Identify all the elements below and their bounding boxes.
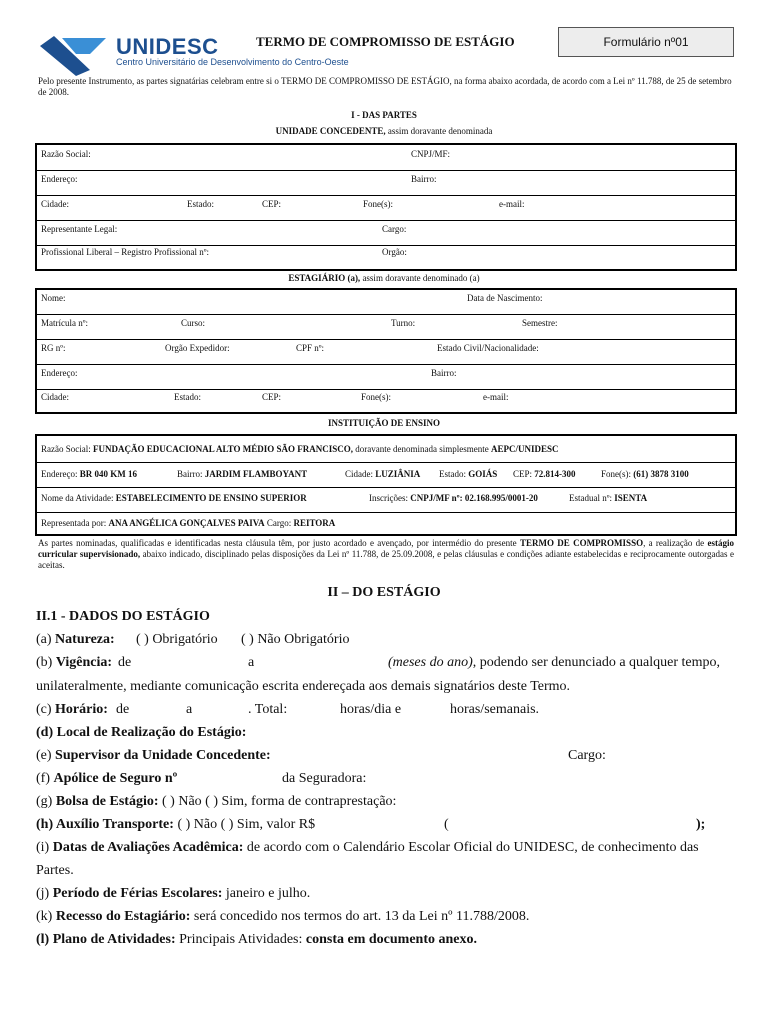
estagiario-fone-label[interactable]: Fone(s): xyxy=(361,392,391,402)
instituicao-cidade: Cidade: LUZIÂNIA xyxy=(345,469,421,479)
estagiario-row-3 xyxy=(37,339,735,365)
logo-subtitle: Centro Universitário de Desenvolvimento do Centro-Oeste xyxy=(116,57,349,67)
form-number-box: Formulário nº01 xyxy=(558,27,734,57)
instituicao-estado: Estado: GOIÁS xyxy=(439,469,498,479)
curso-label[interactable]: Curso: xyxy=(181,318,206,328)
concedente-row-5 xyxy=(37,245,735,269)
turno-label[interactable]: Turno: xyxy=(391,318,416,328)
logo-text: UNIDESC xyxy=(116,34,219,59)
estagiario-cidade-label[interactable]: Cidade: xyxy=(41,392,69,402)
email-label[interactable]: e-mail: xyxy=(499,199,525,209)
cidade-label[interactable]: Cidade: xyxy=(41,199,69,209)
estagiario-bairro-label[interactable]: Bairro: xyxy=(431,368,457,378)
estagiario-email-label[interactable]: e-mail: xyxy=(483,392,509,402)
orgao-label[interactable]: Orgão: xyxy=(382,247,407,257)
nome-label[interactable]: Nome: xyxy=(41,293,66,303)
instituicao-fone: Fone(s): (61) 3878 3100 xyxy=(601,469,689,479)
instituicao-heading: INSTITUIÇÃO DE ENSINO xyxy=(327,418,441,428)
representante-label[interactable]: Representante Legal: xyxy=(41,224,118,234)
fone-label[interactable]: Fone(s): xyxy=(363,199,393,209)
instituicao-bairro: Bairro: JARDIM FLAMBOYANT xyxy=(177,469,308,479)
cnpj-label[interactable]: CNPJ/MF: xyxy=(411,149,451,159)
instituicao-inscricoes: Inscrições: CNPJ/MF nº: 02.168.995/0001-20 xyxy=(369,493,538,503)
concedente-row-3 xyxy=(37,195,735,221)
nao-obrigatorio-checkbox[interactable]: ( ) Não Obrigatório xyxy=(241,632,350,647)
instituicao-row-4 xyxy=(37,512,735,534)
instituicao-box xyxy=(35,434,737,536)
instituicao-estadual: Estadual nº: ISENTA xyxy=(569,493,648,503)
concedente-box xyxy=(35,143,737,271)
clausula-paragraph: As partes nominadas, qualificadas e identificadas nesta cláusula têm, por justo acordado e avençado, por intermédio do presente TERMO DE COMPROMISSO, a realização de estágio curricular supervisionado, abaixo indicado, disciplinado pelas disposições da Lei nº 11.788, de 25.09.2008, e pelas cláusulas e condições adiante estabelecidas e reciprocamente outorgadas e aceitas. xyxy=(38,538,734,570)
instituicao-row-1 xyxy=(37,436,735,463)
estagiario-endereco-label[interactable]: Endereço: xyxy=(41,368,78,378)
estado-label[interactable]: Estado: xyxy=(187,199,214,209)
item-g-bolsa: (g) Bolsa de Estágio: ( ) Não ( ) Sim, forma de contraprestação: xyxy=(36,794,397,809)
item-j-ferias: (j) Período de Férias Escolares: janeiro e julho. xyxy=(36,886,311,901)
item-b-line2: unilateralmente, mediante comunicação escrita endereçada aos demais signatários deste Termo. xyxy=(36,679,571,694)
item-d-local: (d) Local de Realização do Estágio: xyxy=(36,725,247,740)
estagiario-box xyxy=(35,288,737,414)
estagiario-heading: ESTAGIÁRIO (a), assim doravante denominado (a) xyxy=(288,273,480,283)
obrigatorio-checkbox[interactable]: ( ) Obrigatório xyxy=(136,632,218,647)
concedente-heading: UNIDADE CONCEDENTE, assim doravante denominada xyxy=(275,126,493,136)
estagiario-row-2 xyxy=(37,314,735,340)
cpf-label[interactable]: CPF nº: xyxy=(296,343,325,353)
section-estagio-heading: II – DO ESTÁGIO xyxy=(327,585,441,600)
nascimento-label[interactable]: Data de Nascimento: xyxy=(467,293,543,303)
concedente-row-2 xyxy=(37,170,735,196)
instituicao-representante: Representada por: ANA ANGÉLICA GONÇALVES PAIVA Cargo: REITORA xyxy=(41,518,336,528)
estagiario-estado-label[interactable]: Estado: xyxy=(174,392,201,402)
instituicao-atividade: Nome da Atividade: ESTABELECIMENTO DE ENSINO SUPERIOR xyxy=(41,493,307,503)
concedente-row-1 xyxy=(37,145,735,171)
profissional-label[interactable]: Profissional Liberal – Registro Profissional nº: xyxy=(41,247,210,257)
estagiario-row-5 xyxy=(37,389,735,412)
item-i-avaliacoes: (i) Datas de Avaliações Acadêmica: de acordo com o Calendário Escolar Oficial do UNIDESC, de conhecimento das xyxy=(36,840,699,855)
item-b-vigencia: (b) Vigência: de a (meses do ano), podendo ser denunciado a qualquer tempo, xyxy=(36,655,721,670)
estado-civil-label[interactable]: Estado Civil/Nacionalidade: xyxy=(437,343,539,353)
endereco-label[interactable]: Endereço: xyxy=(41,174,78,184)
item-e-supervisor: (e) Supervisor da Unidade Concedente: Cargo: xyxy=(36,748,606,763)
estagiario-row-1 xyxy=(37,290,735,315)
item-l-plano: (l) Plano de Atividades: Principais Atividades: consta em documento anexo. xyxy=(36,932,477,947)
concedente-row-4 xyxy=(37,220,735,246)
rg-label[interactable]: RG nº: xyxy=(41,343,66,353)
orgao-expedidor-label[interactable]: Orgão Expedidor: xyxy=(165,343,230,353)
semestre-label[interactable]: Semestre: xyxy=(522,318,558,328)
instituicao-razao: Razão Social: FUNDAÇÃO EDUCACIONAL ALTO MÉDIO SÃO FRANCISCO, doravante denominada simplesmente AEPC/UNIDESC xyxy=(41,444,559,454)
instituicao-row-3 xyxy=(37,487,735,513)
estagiario-row-4 xyxy=(37,364,735,390)
item-f-apolice: (f) Apólice de Seguro nº da Seguradora: xyxy=(36,771,367,786)
bairro-label[interactable]: Bairro: xyxy=(411,174,437,184)
instituicao-row-2 xyxy=(37,462,735,488)
matricula-label[interactable]: Matrícula nº: xyxy=(41,318,89,328)
item-a-natureza: (a) Natureza: ( ) Obrigatório ( ) Não Obrigatório xyxy=(36,632,350,647)
item-i-line2: Partes. xyxy=(36,863,74,878)
razao-social-label[interactable]: Razão Social: xyxy=(41,149,91,159)
cep-label[interactable]: CEP: xyxy=(262,199,282,209)
item-k-recesso: (k) Recesso do Estagiário: será concedido nos termos do art. 13 da Lei nº 11.788/2008. xyxy=(36,909,530,924)
estagiario-cep-label[interactable]: CEP: xyxy=(262,392,282,402)
intro-paragraph: Pelo presente Instrumento, as partes signatárias celebram entre si o TERMO DE COMPROMISSO DE ESTÁGIO, na forma abaixo acordada, de acordo com a Lei nº 11.788, de 25 de setembro de 2008. xyxy=(38,76,732,97)
instituicao-cep: CEP: 72.814-300 xyxy=(513,469,576,479)
document-title: TERMO DE COMPROMISSO DE ESTÁGIO xyxy=(256,34,515,49)
dados-estagio-subheading: II.1 - DADOS DO ESTÁGIO xyxy=(36,609,210,624)
item-h-auxilio: (h) Auxílio Transporte: ( ) Não ( ) Sim, valor R$ ( ); xyxy=(36,817,706,832)
instituicao-endereco: Endereço: BR 040 KM 16 xyxy=(41,469,137,479)
cargo-label[interactable]: Cargo: xyxy=(382,224,407,234)
item-c-horario: (c) Horário: de a . Total: horas/dia e horas/semanais. xyxy=(36,702,540,717)
section-partes-heading: I - DAS PARTES xyxy=(351,110,417,120)
